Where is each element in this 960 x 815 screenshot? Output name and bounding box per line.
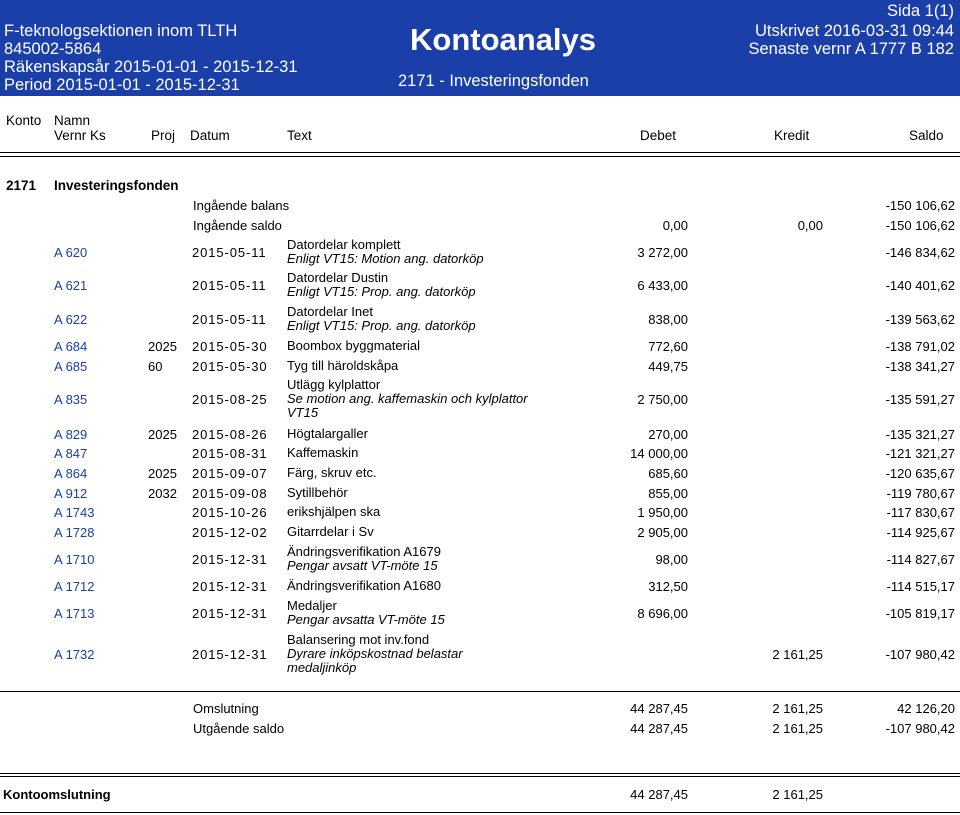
voucher-number: A 1732 bbox=[54, 647, 95, 662]
transaction-note: Enligt VT15: Motion ang. datorköp bbox=[287, 251, 484, 266]
opening-balance-label: Ingående balans bbox=[193, 198, 290, 213]
transaction-date: 2015-08-31 bbox=[192, 446, 268, 461]
page-number: Sida 1(1) bbox=[887, 2, 954, 20]
turnover-saldo: 42 126,20 bbox=[897, 701, 955, 716]
voucher-number: A 1712 bbox=[54, 579, 95, 594]
closing-saldo-label: Utgående saldo bbox=[193, 721, 285, 736]
transaction-debet: 838,00 bbox=[648, 312, 688, 327]
last-voucher-number: Senaste vernr A 1777 B 182 bbox=[748, 40, 954, 58]
voucher-number: A 1710 bbox=[54, 552, 95, 567]
transaction-saldo: -114 925,67 bbox=[886, 525, 955, 540]
transaction-debet: 3 272,00 bbox=[637, 245, 688, 260]
col-datum: Datum bbox=[190, 128, 230, 143]
voucher-number: A 864 bbox=[54, 466, 88, 481]
transaction-note-cont: VT15 bbox=[287, 405, 319, 420]
transaction-kredit: 2 161,25 bbox=[772, 647, 823, 662]
col-proj: Proj bbox=[151, 128, 176, 143]
transaction-date: 2015-10-26 bbox=[192, 505, 268, 520]
opening-saldo-kredit: 0,00 bbox=[797, 218, 823, 233]
transaction-debet: 6 433,00 bbox=[637, 278, 688, 293]
transaction-date: 2015-05-30 bbox=[192, 359, 268, 374]
voucher-number: A 684 bbox=[54, 339, 88, 354]
transaction-debet: 772,60 bbox=[648, 339, 688, 354]
transaction-text: Gitarrdelar i Sv bbox=[287, 524, 374, 539]
transaction-debet: 855,00 bbox=[648, 486, 688, 501]
transaction-date: 2015-08-25 bbox=[192, 392, 268, 407]
turnover-kredit: 2 161,25 bbox=[772, 701, 823, 716]
transaction-text: Kaffemaskin bbox=[287, 445, 359, 460]
voucher-number: A 1743 bbox=[54, 505, 95, 520]
col-kredit: Kredit bbox=[774, 128, 810, 143]
transaction-debet: 1 950,00 bbox=[637, 505, 688, 520]
transaction-text: Datordelar Inet bbox=[287, 304, 373, 319]
voucher-number: A 829 bbox=[54, 427, 88, 442]
report-header bbox=[0, 0, 960, 96]
transaction-debet: 2 905,00 bbox=[637, 525, 688, 540]
transaction-text: Tyg till häroldskåpa bbox=[287, 358, 399, 373]
transaction-date: 2015-12-31 bbox=[192, 647, 268, 662]
transaction-debet: 8 696,00 bbox=[637, 606, 688, 621]
col-debet: Debet bbox=[640, 128, 677, 143]
transaction-debet: 312,50 bbox=[648, 579, 688, 594]
transaction-date: 2015-12-31 bbox=[192, 552, 268, 567]
transaction-saldo: -135 321,27 bbox=[885, 427, 955, 442]
transaction-date: 2015-08-26 bbox=[192, 427, 268, 442]
voucher-number: A 620 bbox=[54, 245, 88, 260]
bottom-rule bbox=[0, 812, 960, 813]
account-number: 2171 bbox=[6, 178, 37, 193]
transaction-debet: 98,00 bbox=[655, 552, 688, 567]
voucher-number: A 835 bbox=[54, 392, 88, 407]
cost-center: 2032 bbox=[148, 486, 177, 501]
transaction-saldo: -138 341,27 bbox=[885, 359, 955, 374]
org-name: F-teknologsektionen inom TLTH bbox=[4, 22, 238, 40]
transaction-saldo: -107 980,42 bbox=[885, 647, 955, 662]
transaction-debet: 270,00 bbox=[648, 427, 688, 442]
transaction-date: 2015-09-08 bbox=[192, 486, 268, 501]
transaction-text: Datordelar komplett bbox=[287, 237, 401, 252]
transaction-debet: 449,75 bbox=[648, 359, 688, 374]
transaction-text: Boombox byggmaterial bbox=[287, 338, 420, 353]
transaction-text: Högtalargaller bbox=[287, 426, 368, 441]
transaction-saldo: -138 791,02 bbox=[885, 339, 955, 354]
report-title: Kontoanalys bbox=[410, 22, 597, 57]
transaction-text: Medaljer bbox=[287, 598, 337, 613]
transaction-saldo: -121 321,27 bbox=[885, 446, 955, 461]
transaction-note: Enligt VT15: Prop. ang. datorköp bbox=[287, 284, 476, 299]
header-rule bbox=[0, 152, 960, 153]
transaction-saldo: -117 830,67 bbox=[886, 505, 955, 520]
header-rule-double bbox=[0, 156, 960, 157]
transaction-date: 2015-05-30 bbox=[192, 339, 268, 354]
transaction-note: Dyrare inköpskostnad belastar bbox=[287, 646, 463, 661]
transaction-saldo: -139 563,62 bbox=[885, 312, 955, 327]
transaction-text: Ändringsverifikation A1680 bbox=[287, 578, 441, 593]
col-namn: Namn bbox=[54, 113, 91, 128]
col-konto: Konto bbox=[6, 113, 42, 128]
closing-saldo-saldo: -107 980,42 bbox=[885, 721, 955, 736]
transaction-text: Datordelar Dustin bbox=[287, 270, 389, 285]
summary-rule bbox=[0, 773, 960, 774]
voucher-number: A 1728 bbox=[54, 525, 95, 540]
account-turnover-label: Kontoomslutning bbox=[3, 787, 111, 802]
voucher-number: A 1713 bbox=[54, 606, 95, 621]
period: Period 2015-01-01 - 2015-12-31 bbox=[4, 76, 240, 94]
transaction-saldo: -114 515,17 bbox=[886, 579, 955, 594]
closing-saldo-debet: 44 287,45 bbox=[630, 721, 688, 736]
transaction-debet: 14 000,00 bbox=[630, 446, 688, 461]
account-name: Investeringsfonden bbox=[54, 178, 179, 193]
opening-saldo-label: Ingående saldo bbox=[193, 218, 282, 233]
opening-saldo-saldo: -150 106,62 bbox=[885, 218, 955, 233]
closing-saldo-kredit: 2 161,25 bbox=[772, 721, 823, 736]
transaction-date: 2015-12-02 bbox=[192, 525, 268, 540]
transaction-text: erikshjälpen ska bbox=[287, 504, 381, 519]
totals-rule bbox=[0, 691, 960, 692]
col-vernr: Vernr Ks bbox=[54, 128, 106, 143]
cost-center: 2025 bbox=[148, 466, 177, 481]
transaction-saldo: -114 827,67 bbox=[886, 552, 955, 567]
transaction-note: Pengar avsatt VT-möte 15 bbox=[287, 558, 438, 573]
transaction-saldo: -140 401,62 bbox=[885, 278, 955, 293]
transaction-text: Utlägg kylplattor bbox=[287, 377, 381, 392]
transaction-debet: 2 750,00 bbox=[637, 392, 688, 407]
transaction-text: Balansering mot inv.fond bbox=[287, 632, 430, 647]
transaction-note: Se motion ang. kaffemaskin och kylplattor bbox=[287, 391, 528, 406]
transaction-saldo: -119 780,67 bbox=[886, 486, 955, 501]
transaction-note: Pengar avsatta VT-möte 15 bbox=[287, 612, 445, 627]
transaction-saldo: -120 635,67 bbox=[885, 466, 955, 481]
transaction-date: 2015-05-11 bbox=[192, 245, 267, 260]
transaction-date: 2015-05-11 bbox=[192, 278, 267, 293]
cost-center: 60 bbox=[148, 359, 163, 374]
transaction-saldo: -105 819,17 bbox=[885, 606, 955, 621]
cost-center: 2025 bbox=[148, 427, 177, 442]
transaction-note: Enligt VT15: Prop. ang. datorköp bbox=[287, 318, 476, 333]
transaction-text: Färg, skruv etc. bbox=[287, 465, 377, 480]
transaction-saldo: -146 834,62 bbox=[885, 245, 955, 260]
transaction-date: 2015-05-11 bbox=[192, 312, 267, 327]
transaction-text: Ändringsverifikation A1679 bbox=[287, 544, 441, 559]
account-subtitle: 2171 - Investeringsfonden bbox=[398, 72, 589, 90]
printed-date: Utskrivet 2016-03-31 09:44 bbox=[754, 22, 954, 40]
voucher-number: A 912 bbox=[54, 486, 88, 501]
voucher-number: A 622 bbox=[54, 312, 88, 327]
account-turnover-debet: 44 287,45 bbox=[630, 787, 688, 802]
transaction-debet: 685,60 bbox=[648, 466, 688, 481]
transaction-saldo: -135 591,27 bbox=[885, 392, 955, 407]
org-number: 845002-5864 bbox=[4, 40, 102, 58]
voucher-number: A 685 bbox=[54, 359, 88, 374]
transaction-date: 2015-09-07 bbox=[192, 466, 268, 481]
voucher-number: A 847 bbox=[54, 446, 88, 461]
col-saldo: Saldo bbox=[909, 128, 944, 143]
transaction-date: 2015-12-31 bbox=[192, 579, 268, 594]
col-text: Text bbox=[287, 128, 312, 143]
turnover-label: Omslutning bbox=[193, 701, 259, 716]
opening-saldo-debet: 0,00 bbox=[662, 218, 688, 233]
voucher-number: A 621 bbox=[54, 278, 88, 293]
transaction-date: 2015-12-31 bbox=[192, 606, 268, 621]
fiscal-year: Räkenskapsår 2015-01-01 - 2015-12-31 bbox=[4, 58, 298, 76]
transaction-note-cont: medaljinköp bbox=[287, 660, 357, 675]
account-turnover-kredit: 2 161,25 bbox=[772, 787, 823, 802]
cost-center: 2025 bbox=[148, 339, 177, 354]
transaction-text: Sytillbehör bbox=[287, 485, 348, 500]
opening-balance-saldo: -150 106,62 bbox=[885, 198, 955, 213]
summary-rule-double bbox=[0, 776, 960, 777]
turnover-debet: 44 287,45 bbox=[630, 701, 688, 716]
